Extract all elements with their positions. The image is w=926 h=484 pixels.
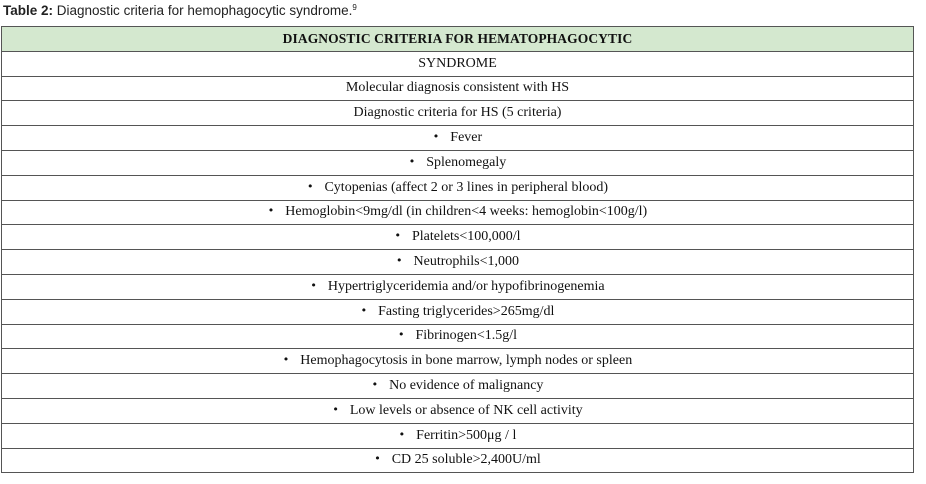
table-row xyxy=(2,423,914,448)
table-header: DIAGNOSTIC CRITERIA FOR HEMATOPHAGOCYTIC xyxy=(2,27,914,52)
criterion-text: Fasting triglycerides>265mg/dl xyxy=(378,303,555,319)
table-caption xyxy=(3,3,357,18)
table-row xyxy=(2,299,914,324)
table-row xyxy=(2,250,914,275)
table-cell xyxy=(2,200,914,225)
bullet-icon: • xyxy=(267,204,275,218)
bullet-icon: • xyxy=(306,179,314,193)
criterion-text: Hypertriglyceridemia and/or hypofibrinogenemia xyxy=(327,278,605,294)
table-row xyxy=(2,349,914,374)
table-cell xyxy=(2,76,914,101)
table-cell xyxy=(2,448,914,473)
criterion-text: Molecular diagnosis consistent with HS xyxy=(345,80,570,96)
table-row xyxy=(2,126,914,151)
criterion-text: No evidence of malignancy xyxy=(389,378,544,394)
table-row xyxy=(2,398,914,423)
table-cell xyxy=(2,225,914,250)
table-row xyxy=(2,51,914,76)
table-row xyxy=(2,76,914,101)
table-cell xyxy=(2,324,914,349)
bullet-icon: • xyxy=(398,427,406,441)
table-cell xyxy=(2,349,914,374)
criterion-text: Neutrophils<1,000 xyxy=(413,254,519,270)
table-header-row xyxy=(2,27,914,52)
criterion-text: Diagnostic criteria for HS (5 criteria) xyxy=(353,105,562,121)
table-row xyxy=(2,175,914,200)
table-cell xyxy=(2,250,914,275)
table-cell xyxy=(2,175,914,200)
criterion-text: Platelets<100,000/l xyxy=(411,229,521,245)
criterion-text: Hemophagocytosis in bone marrow, lymph nodes or spleen xyxy=(300,353,633,369)
table-cell xyxy=(2,398,914,423)
criterion-text: Hemoglobin<9mg/dl (in children<4 weeks: hemoglobin<100g/l) xyxy=(285,204,648,220)
criterion-text: Splenomegaly xyxy=(426,154,507,170)
criterion-text: Fibrinogen<1.5g/l xyxy=(415,328,518,344)
criteria-table xyxy=(1,26,914,473)
table-row xyxy=(2,200,914,225)
table-row xyxy=(2,374,914,399)
bullet-icon: • xyxy=(282,353,290,367)
table-row xyxy=(2,225,914,250)
table-cell xyxy=(2,126,914,151)
bullet-icon: • xyxy=(397,328,405,342)
table-cell xyxy=(2,51,914,76)
bullet-icon: • xyxy=(432,130,440,144)
table-cell xyxy=(2,101,914,126)
caption-label: Table 2: xyxy=(3,3,54,18)
caption-reference: 9 xyxy=(352,3,357,12)
criterion-text: Cytopenias (affect 2 or 3 lines in peripheral blood) xyxy=(324,179,609,195)
criterion-text: Ferritin>500μg / l xyxy=(416,427,517,443)
bullet-icon: • xyxy=(371,378,379,392)
bullet-icon: • xyxy=(310,278,317,292)
table-cell xyxy=(2,374,914,399)
bullet-icon: • xyxy=(394,229,401,243)
table-cell xyxy=(2,274,914,299)
table-row xyxy=(2,150,914,175)
caption-text: Diagnostic criteria for hemophagocytic syndrome. xyxy=(56,3,353,18)
bullet-icon: • xyxy=(332,402,339,416)
table-cell xyxy=(2,299,914,324)
table-cell xyxy=(2,423,914,448)
table-row xyxy=(2,101,914,126)
bullet-icon: • xyxy=(396,254,403,268)
table-body xyxy=(2,51,914,473)
bullet-icon: • xyxy=(360,303,368,317)
table-row xyxy=(2,274,914,299)
criterion-text: Fever xyxy=(450,130,483,146)
table-cell xyxy=(2,150,914,175)
criterion-text: CD 25 soluble>2,400U/ml xyxy=(391,452,541,468)
criterion-text: Low levels or absence of NK cell activity xyxy=(349,402,583,418)
bullet-icon: • xyxy=(374,452,381,466)
table-row xyxy=(2,324,914,349)
criterion-text: SYNDROME xyxy=(418,55,497,71)
table-row xyxy=(2,448,914,473)
bullet-icon: • xyxy=(408,154,416,168)
